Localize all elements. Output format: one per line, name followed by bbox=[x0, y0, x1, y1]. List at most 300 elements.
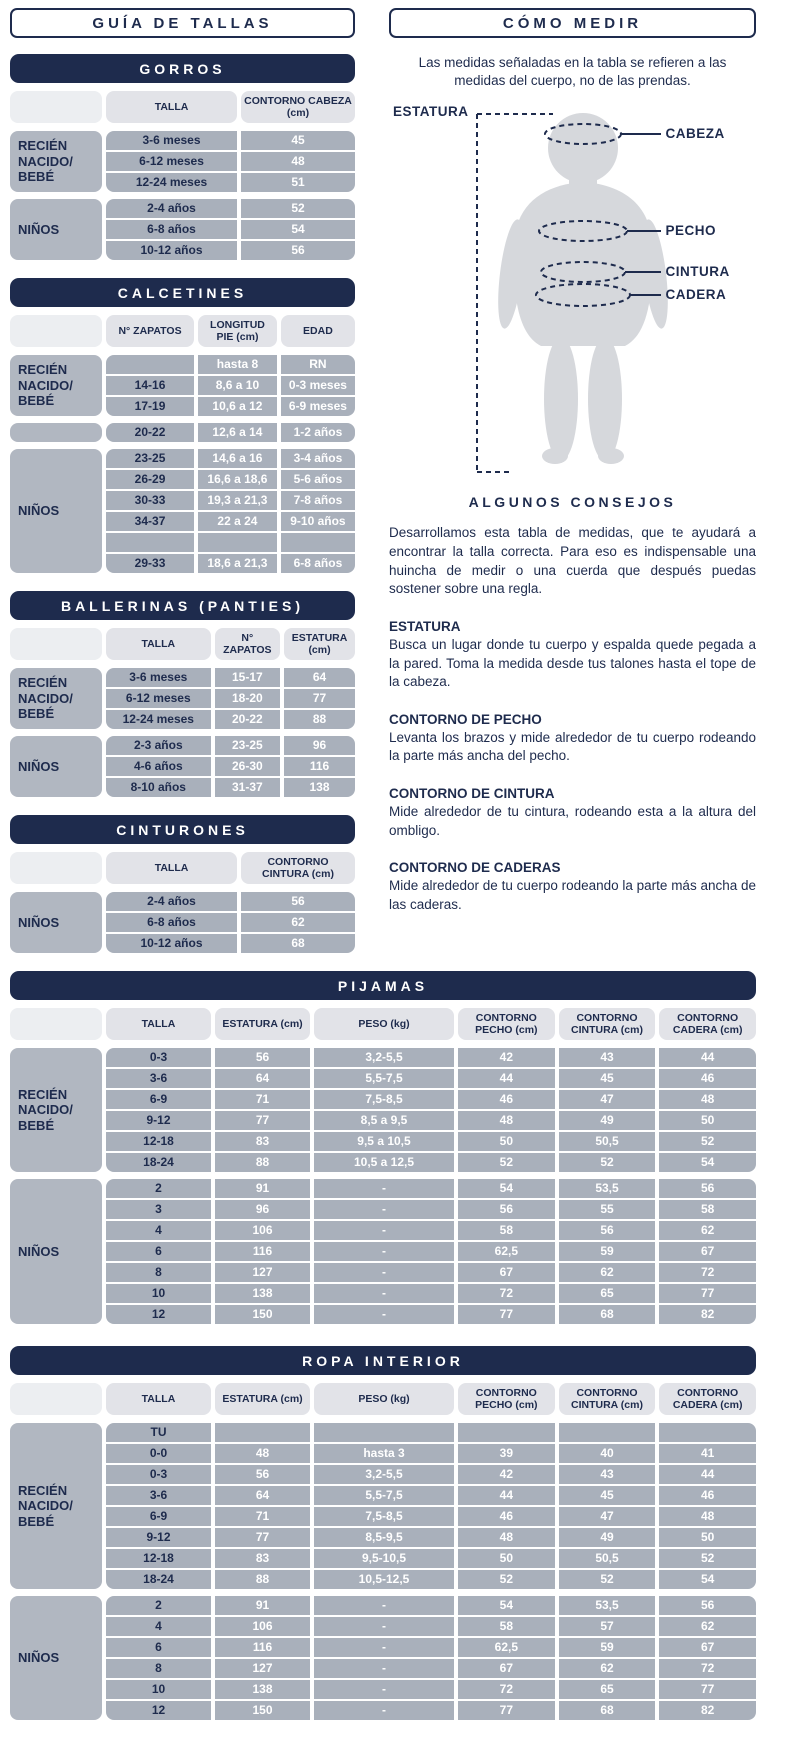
group-label: RECIÉN NACIDO/ BEBÉ bbox=[10, 1423, 102, 1589]
tip-title: ESTATURA bbox=[389, 618, 461, 634]
estatura-label: ESTATURA bbox=[393, 104, 469, 120]
value-cell: 49 bbox=[559, 1111, 656, 1130]
size-cell: 4 bbox=[106, 1617, 211, 1636]
tip-text: Levanta los brazos y mide alrededor de tu cuerpo rodeando la parte más ancha del pecho. bbox=[389, 729, 756, 764]
table-ballerinas bbox=[10, 591, 355, 797]
value-cell: 150 bbox=[215, 1701, 310, 1720]
size-cell: 12-18 bbox=[106, 1549, 211, 1568]
table-row bbox=[106, 533, 355, 552]
group-rows bbox=[106, 736, 355, 797]
size-cell: 2-4 años bbox=[106, 199, 237, 218]
table-row bbox=[106, 1153, 756, 1172]
value-cell: 52 bbox=[458, 1153, 555, 1172]
size-cell: 14-16 bbox=[106, 376, 194, 395]
table-row bbox=[106, 1680, 756, 1699]
value-cell: 45 bbox=[559, 1486, 656, 1505]
value-cell: 10,6 a 12 bbox=[198, 397, 277, 416]
value-cell: 56 bbox=[241, 892, 355, 911]
value-cell: 77 bbox=[458, 1701, 555, 1720]
how-to-measure-column bbox=[389, 8, 756, 971]
size-cell: 3-6 bbox=[106, 1069, 211, 1088]
table-calcetines bbox=[10, 278, 355, 573]
value-cell: 46 bbox=[659, 1486, 756, 1505]
table-row bbox=[106, 376, 355, 395]
value-cell: 9-10 años bbox=[281, 512, 355, 531]
size-cell: 6-8 años bbox=[106, 220, 237, 239]
measuring-tip bbox=[389, 860, 756, 914]
value-cell: 150 bbox=[215, 1305, 310, 1324]
size-cell: 6-9 bbox=[106, 1090, 211, 1109]
value-cell: 77 bbox=[659, 1284, 756, 1303]
value-cell: - bbox=[314, 1200, 454, 1219]
value-cell: 42 bbox=[458, 1465, 555, 1484]
column-header: CONTORNO CINTURA (cm) bbox=[559, 1383, 656, 1415]
value-cell: 52 bbox=[559, 1153, 656, 1172]
table-row bbox=[106, 1111, 756, 1130]
value-cell: 5-6 años bbox=[281, 470, 355, 489]
value-cell: 3,2-5,5 bbox=[314, 1465, 454, 1484]
table-title-band: GORROS bbox=[10, 54, 355, 83]
value-cell: 7,5-8,5 bbox=[314, 1507, 454, 1526]
value-cell: 91 bbox=[215, 1179, 310, 1198]
value-cell: 5,5-7,5 bbox=[314, 1069, 454, 1088]
table-row bbox=[106, 1465, 756, 1484]
value-cell: 53,5 bbox=[559, 1179, 656, 1198]
size-cell: 2 bbox=[106, 1179, 211, 1198]
value-cell: 77 bbox=[215, 1528, 310, 1547]
group-rows bbox=[106, 131, 355, 192]
size-cell: 10-12 años bbox=[106, 934, 237, 953]
value-cell: 43 bbox=[559, 1048, 656, 1067]
size-cell: 0-3 bbox=[106, 1048, 211, 1067]
value-cell: 62 bbox=[659, 1617, 756, 1636]
column-header: N° ZAPATOS bbox=[106, 315, 194, 347]
size-cell: 18-24 bbox=[106, 1570, 211, 1589]
value-cell: hasta 3 bbox=[314, 1444, 454, 1463]
corner-cell bbox=[10, 852, 102, 884]
table-row bbox=[106, 1486, 756, 1505]
value-cell: 71 bbox=[215, 1507, 310, 1526]
tip-title: CONTORNO DE CINTURA bbox=[389, 786, 555, 802]
corner-cell bbox=[10, 1008, 102, 1040]
value-cell: 77 bbox=[659, 1680, 756, 1699]
group-rows bbox=[106, 892, 355, 953]
group-label: NIÑOS bbox=[10, 1179, 102, 1324]
tables-column bbox=[10, 8, 355, 971]
value-cell: 56 bbox=[659, 1179, 756, 1198]
table-group bbox=[10, 892, 355, 953]
value-cell: 72 bbox=[659, 1263, 756, 1282]
size-cell: 3-6 bbox=[106, 1486, 211, 1505]
value-cell: 67 bbox=[659, 1242, 756, 1261]
value-cell: 52 bbox=[559, 1570, 656, 1589]
table-row bbox=[106, 1221, 756, 1240]
size-cell: 30-33 bbox=[106, 491, 194, 510]
tip-title: CONTORNO DE PECHO bbox=[389, 711, 542, 727]
size-cell: 10 bbox=[106, 1284, 211, 1303]
value-cell: 64 bbox=[215, 1486, 310, 1505]
value-cell: 44 bbox=[659, 1048, 756, 1067]
value-cell: 19,3 a 21,3 bbox=[198, 491, 277, 510]
size-cell: 12-24 meses bbox=[106, 173, 237, 192]
table-row bbox=[106, 913, 355, 932]
value-cell: 58 bbox=[458, 1221, 555, 1240]
table-header-row bbox=[10, 315, 355, 347]
size-cell: 12-18 bbox=[106, 1132, 211, 1151]
value-cell: 16,6 a 18,6 bbox=[198, 470, 277, 489]
value-cell: 62 bbox=[659, 1221, 756, 1240]
group-rows bbox=[106, 423, 355, 442]
column-header: ESTATURA (cm) bbox=[284, 628, 355, 660]
table-row bbox=[106, 152, 355, 171]
value-cell: 7,5-8,5 bbox=[314, 1090, 454, 1109]
value-cell: 67 bbox=[458, 1659, 555, 1678]
table-row bbox=[106, 668, 355, 687]
value-cell: 116 bbox=[284, 757, 355, 776]
table-row bbox=[106, 470, 355, 489]
value-cell: 68 bbox=[559, 1305, 656, 1324]
value-cell: 59 bbox=[559, 1638, 656, 1657]
value-cell: 47 bbox=[559, 1507, 656, 1526]
value-cell: 88 bbox=[284, 710, 355, 729]
value-cell: 59 bbox=[559, 1242, 656, 1261]
value-cell: 58 bbox=[458, 1617, 555, 1636]
value-cell: 20-22 bbox=[215, 710, 280, 729]
value-cell: 50,5 bbox=[559, 1132, 656, 1151]
column-header: CONTORNO CINTURA (cm) bbox=[559, 1008, 656, 1040]
value-cell: 44 bbox=[458, 1069, 555, 1088]
table-row bbox=[106, 241, 355, 260]
value-cell: 46 bbox=[458, 1507, 555, 1526]
value-cell: 83 bbox=[215, 1549, 310, 1568]
value-cell: 54 bbox=[458, 1596, 555, 1615]
value-cell: 51 bbox=[241, 173, 355, 192]
value-cell: 65 bbox=[559, 1284, 656, 1303]
size-cell: 2-3 años bbox=[106, 736, 211, 755]
value-cell: 3-4 años bbox=[281, 449, 355, 468]
group-label: NIÑOS bbox=[10, 449, 102, 573]
size-cell: 10 bbox=[106, 1680, 211, 1699]
value-cell: 54 bbox=[458, 1179, 555, 1198]
cabeza-label: CABEZA bbox=[665, 126, 725, 142]
value-cell: 56 bbox=[215, 1048, 310, 1067]
value-cell: 50 bbox=[458, 1132, 555, 1151]
size-cell: 12 bbox=[106, 1305, 211, 1324]
value-cell: 52 bbox=[659, 1132, 756, 1151]
size-cell: 6-12 meses bbox=[106, 689, 211, 708]
value-cell: 77 bbox=[284, 689, 355, 708]
table-row bbox=[106, 131, 355, 150]
value-cell: 54 bbox=[241, 220, 355, 239]
table-row bbox=[106, 1090, 756, 1109]
table-group bbox=[10, 1596, 756, 1720]
value-cell: - bbox=[314, 1179, 454, 1198]
consejos-intro: Desarrollamos esta tabla de medidas, que te ayudará a encontrar la talla correcta. Para eso es indispensable una huincha de medir o una cuerda que después puedas sostener sobre una regla. bbox=[389, 525, 756, 597]
value-cell: 56 bbox=[241, 241, 355, 260]
value-cell: 41 bbox=[659, 1444, 756, 1463]
size-cell: 6-9 bbox=[106, 1507, 211, 1526]
size-cell: 12-24 meses bbox=[106, 710, 211, 729]
size-cell: 29-33 bbox=[106, 554, 194, 573]
value-cell: 46 bbox=[458, 1090, 555, 1109]
group-label: NIÑOS bbox=[10, 892, 102, 953]
value-cell: 15-17 bbox=[215, 668, 280, 687]
table-row bbox=[106, 892, 355, 911]
value-cell: - bbox=[314, 1596, 454, 1615]
column-header: CONTORNO PECHO (cm) bbox=[458, 1383, 555, 1415]
value-cell: 88 bbox=[215, 1570, 310, 1589]
table-title-band: CALCETINES bbox=[10, 278, 355, 307]
value-cell: - bbox=[314, 1305, 454, 1324]
value-cell: 57 bbox=[559, 1617, 656, 1636]
value-cell: 82 bbox=[659, 1305, 756, 1324]
table-row bbox=[106, 1659, 756, 1678]
column-header: TALLA bbox=[106, 852, 237, 884]
table-row bbox=[106, 449, 355, 468]
group-rows bbox=[106, 355, 355, 416]
value-cell: 82 bbox=[659, 1701, 756, 1720]
table-header-row bbox=[10, 1383, 756, 1415]
table-row bbox=[106, 689, 355, 708]
table-ropa-interior bbox=[10, 1346, 756, 1720]
table-row bbox=[106, 554, 355, 573]
value-cell: 138 bbox=[215, 1680, 310, 1699]
size-cell: 17-19 bbox=[106, 397, 194, 416]
size-cell: 3 bbox=[106, 1200, 211, 1219]
value-cell: 39 bbox=[458, 1444, 555, 1463]
value-cell: 40 bbox=[559, 1444, 656, 1463]
size-cell: 4 bbox=[106, 1221, 211, 1240]
value-cell: 31-37 bbox=[215, 778, 280, 797]
value-cell: - bbox=[314, 1701, 454, 1720]
value-cell: 3,2-5,5 bbox=[314, 1048, 454, 1067]
group-label: RECIÉN NACIDO/ BEBÉ bbox=[10, 355, 102, 416]
value-cell: 116 bbox=[215, 1242, 310, 1261]
value-cell: - bbox=[314, 1617, 454, 1636]
value-cell: 43 bbox=[559, 1465, 656, 1484]
page-title bbox=[10, 8, 355, 38]
tip-text: Mide alrededor de tu cuerpo rodeando la parte más ancha de las caderas. bbox=[389, 878, 756, 912]
table-row bbox=[106, 1284, 756, 1303]
table-group bbox=[10, 668, 355, 729]
corner-cell bbox=[10, 91, 102, 123]
value-cell: 5,5-7,5 bbox=[314, 1486, 454, 1505]
table-row bbox=[106, 710, 355, 729]
table-header-row bbox=[10, 1008, 756, 1040]
value-cell: 56 bbox=[659, 1596, 756, 1615]
size-cell: 34-37 bbox=[106, 512, 194, 531]
value-cell: 58 bbox=[659, 1200, 756, 1219]
value-cell: 54 bbox=[659, 1153, 756, 1172]
value-cell: 9,5-10,5 bbox=[314, 1549, 454, 1568]
value-cell: - bbox=[314, 1638, 454, 1657]
value-cell: 50 bbox=[659, 1528, 756, 1547]
table-row bbox=[106, 1263, 756, 1282]
measuring-tips bbox=[389, 619, 756, 915]
group-rows bbox=[106, 668, 355, 729]
table-row bbox=[106, 1242, 756, 1261]
table-gorros bbox=[10, 54, 355, 260]
value-cell: 56 bbox=[559, 1221, 656, 1240]
value-cell: RN bbox=[281, 355, 355, 374]
size-cell: 6-12 meses bbox=[106, 152, 237, 171]
table-group bbox=[10, 131, 355, 192]
value-cell: 8,6 a 10 bbox=[198, 376, 277, 395]
value-cell: 52 bbox=[241, 199, 355, 218]
corner-cell bbox=[10, 315, 102, 347]
table-group bbox=[10, 423, 355, 442]
body-diagram bbox=[393, 104, 753, 484]
value-cell: 48 bbox=[241, 152, 355, 171]
table-group bbox=[10, 355, 355, 416]
value-cell: 44 bbox=[458, 1486, 555, 1505]
group-rows bbox=[106, 1048, 756, 1172]
value-cell: 127 bbox=[215, 1263, 310, 1282]
table-row bbox=[106, 1423, 756, 1442]
value-cell bbox=[215, 1423, 310, 1442]
group-label: RECIÉN NACIDO/ BEBÉ bbox=[10, 1048, 102, 1172]
table-row bbox=[106, 757, 355, 776]
column-header: CONTORNO CADERA (cm) bbox=[659, 1008, 756, 1040]
value-cell: - bbox=[314, 1242, 454, 1261]
value-cell: 62,5 bbox=[458, 1242, 555, 1261]
table-group bbox=[10, 1048, 756, 1172]
column-header: TALLA bbox=[106, 91, 237, 123]
table-row bbox=[106, 423, 355, 442]
value-cell: 7-8 años bbox=[281, 491, 355, 510]
value-cell: 45 bbox=[241, 131, 355, 150]
column-header: TALLA bbox=[106, 1008, 211, 1040]
value-cell bbox=[281, 533, 355, 552]
size-cell: 8 bbox=[106, 1263, 211, 1282]
table-row bbox=[106, 355, 355, 374]
size-cell bbox=[106, 355, 194, 374]
table-row bbox=[106, 1048, 756, 1067]
table-header-row bbox=[10, 852, 355, 884]
value-cell: 64 bbox=[215, 1069, 310, 1088]
table-title-band: PIJAMAS bbox=[10, 971, 756, 1000]
full-width-tables bbox=[10, 971, 756, 1720]
group-rows bbox=[106, 1423, 756, 1589]
value-cell: 50 bbox=[458, 1549, 555, 1568]
value-cell: 8,5-9,5 bbox=[314, 1528, 454, 1547]
table-group bbox=[10, 1179, 756, 1324]
table-row bbox=[106, 199, 355, 218]
top-section bbox=[10, 8, 756, 971]
value-cell: 18-20 bbox=[215, 689, 280, 708]
size-cell: TU bbox=[106, 1423, 211, 1442]
value-cell bbox=[198, 533, 277, 552]
size-cell: 6 bbox=[106, 1242, 211, 1261]
group-rows bbox=[106, 199, 355, 260]
table-row bbox=[106, 778, 355, 797]
column-header: N° ZAPATOS bbox=[215, 628, 280, 660]
value-cell: 47 bbox=[559, 1090, 656, 1109]
column-header: ESTATURA (cm) bbox=[215, 1383, 310, 1415]
table-title-band: CINTURONES bbox=[10, 815, 355, 844]
value-cell: hasta 8 bbox=[198, 355, 277, 374]
table-row bbox=[106, 1444, 756, 1463]
value-cell: 26-30 bbox=[215, 757, 280, 776]
table-row bbox=[106, 1638, 756, 1657]
table-cinturones bbox=[10, 815, 355, 953]
table-row bbox=[106, 736, 355, 755]
table-title-band: ROPA INTERIOR bbox=[10, 1346, 756, 1375]
value-cell: 138 bbox=[284, 778, 355, 797]
value-cell: 22 a 24 bbox=[198, 512, 277, 531]
column-header: CONTORNO PECHO (cm) bbox=[458, 1008, 555, 1040]
value-cell: 68 bbox=[241, 934, 355, 953]
value-cell: - bbox=[314, 1284, 454, 1303]
size-cell: 3-6 meses bbox=[106, 131, 237, 150]
table-row bbox=[106, 934, 355, 953]
value-cell: 44 bbox=[659, 1465, 756, 1484]
value-cell: 12,6 a 14 bbox=[198, 423, 277, 442]
cadera-label: CADERA bbox=[665, 287, 727, 303]
pecho-label: PECHO bbox=[665, 223, 717, 239]
column-header: CONTORNO CINTURA (cm) bbox=[241, 852, 355, 884]
table-row bbox=[106, 1305, 756, 1324]
value-cell: 53,5 bbox=[559, 1596, 656, 1615]
value-cell: 106 bbox=[215, 1221, 310, 1240]
column-header: LONGITUD PIE (cm) bbox=[198, 315, 277, 347]
value-cell bbox=[314, 1423, 454, 1442]
table-group bbox=[10, 1423, 756, 1589]
measuring-tip bbox=[389, 619, 756, 692]
group-label: NIÑOS bbox=[10, 199, 102, 260]
value-cell bbox=[559, 1423, 656, 1442]
value-cell: 52 bbox=[458, 1570, 555, 1589]
value-cell: 127 bbox=[215, 1659, 310, 1678]
value-cell bbox=[458, 1423, 555, 1442]
value-cell bbox=[659, 1423, 756, 1442]
group-label: NIÑOS bbox=[10, 736, 102, 797]
column-header: EDAD bbox=[281, 315, 355, 347]
corner-cell bbox=[10, 1383, 102, 1415]
column-header: TALLA bbox=[106, 628, 211, 660]
table-row bbox=[106, 1549, 756, 1568]
value-cell: 67 bbox=[458, 1263, 555, 1282]
group-label: NIÑOS bbox=[10, 1596, 102, 1720]
group-rows bbox=[106, 1596, 756, 1720]
value-cell: 62 bbox=[559, 1263, 656, 1282]
child-silhouette bbox=[493, 113, 672, 464]
size-cell: 2-4 años bbox=[106, 892, 237, 911]
value-cell: 91 bbox=[215, 1596, 310, 1615]
group-label: RECIÉN NACIDO/ BEBÉ bbox=[10, 668, 102, 729]
value-cell: 138 bbox=[215, 1284, 310, 1303]
value-cell: 46 bbox=[659, 1069, 756, 1088]
table-row bbox=[106, 1069, 756, 1088]
table-row bbox=[106, 1132, 756, 1151]
como-medir-title bbox=[389, 8, 756, 38]
size-cell: 6 bbox=[106, 1638, 211, 1657]
table-row bbox=[106, 1570, 756, 1589]
value-cell: 77 bbox=[458, 1305, 555, 1324]
value-cell: 64 bbox=[284, 668, 355, 687]
table-row bbox=[106, 1179, 756, 1198]
value-cell: 14,6 a 16 bbox=[198, 449, 277, 468]
size-cell: 12 bbox=[106, 1701, 211, 1720]
consejos-title: ALGUNOS CONSEJOS bbox=[468, 494, 677, 511]
value-cell: 72 bbox=[659, 1659, 756, 1678]
table-header-row bbox=[10, 91, 355, 123]
table-row bbox=[106, 1617, 756, 1636]
value-cell: - bbox=[314, 1680, 454, 1699]
value-cell: 18,6 a 21,3 bbox=[198, 554, 277, 573]
column-header: CONTORNO CADERA (cm) bbox=[659, 1383, 756, 1415]
value-cell: 10,5 a 12,5 bbox=[314, 1153, 454, 1172]
